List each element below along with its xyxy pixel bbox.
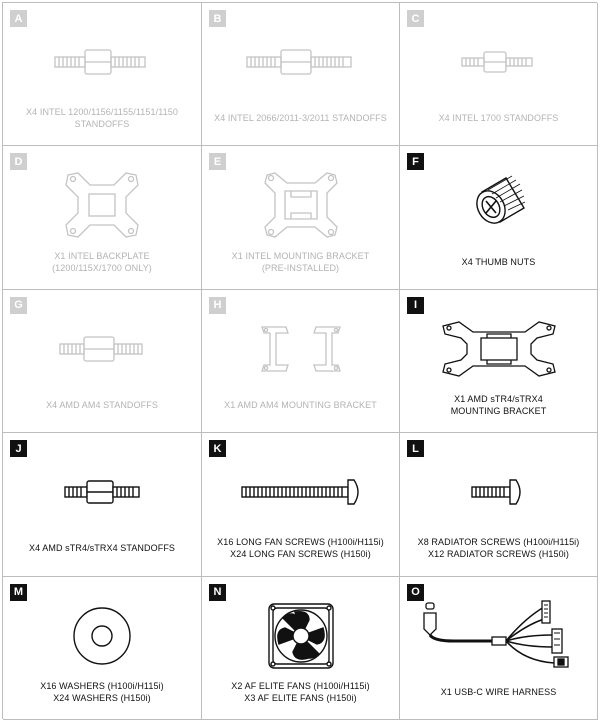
part-cell-e	[202, 146, 400, 289]
part-caption: X4 INTEL 2066/2011-3/2011 STANDOFFS	[214, 113, 387, 124]
part-cell-h	[202, 290, 400, 433]
part-caption: X16 WASHERS (H100i/H115i) X24 WASHERS (H150i)	[40, 680, 164, 703]
part-cell-a	[3, 3, 202, 146]
part-letter: O	[407, 584, 424, 601]
part-cell-d	[3, 146, 202, 289]
long-fan-screw-icon	[236, 472, 366, 512]
parts-grid	[2, 2, 597, 719]
part-letter: J	[10, 440, 27, 457]
part-caption: X4 INTEL 1200/1156/1155/1151/1150 STANDOFFS	[26, 107, 178, 130]
part-caption: X1 USB-C WIRE HARNESS	[440, 686, 557, 697]
intel-backplate-icon	[62, 169, 142, 241]
part-caption: X1 AMD sTR4/sTRX4 MOUNTING BRACKET	[450, 393, 547, 416]
part-cell-k	[202, 433, 400, 576]
part-letter: B	[209, 10, 226, 27]
part-caption: X1 INTEL MOUNTING BRACKET (PRE-INSTALLED)	[231, 250, 370, 273]
part-cell-b	[202, 3, 400, 146]
part-caption: X4 AMD AM4 STANDOFFS	[46, 399, 158, 410]
part-cell-l	[400, 433, 598, 576]
part-cell-i	[400, 290, 598, 433]
part-caption: X8 RADIATOR SCREWS (H100i/H115i) X12 RADIATOR SCREWS (H150i)	[417, 537, 580, 560]
part-cell-m	[3, 577, 202, 720]
part-caption: X16 LONG FAN SCREWS (H100i/H115i) X24 LONG FAN SCREWS (H150i)	[217, 537, 384, 560]
part-letter: G	[10, 297, 27, 314]
part-caption: X4 AMD sTR4/sTRX4 STANDOFFS	[28, 543, 176, 554]
amd-str4-bracket-icon	[439, 318, 559, 380]
part-cell-o	[400, 577, 598, 720]
amd-am4-bracket-icon	[256, 319, 346, 379]
part-letter: M	[10, 584, 27, 601]
part-letter: D	[10, 153, 27, 170]
amd-standoff-icon	[52, 329, 152, 369]
part-cell-f	[400, 146, 598, 289]
radiator-screw-icon	[464, 472, 534, 512]
part-cell-n	[202, 577, 400, 720]
fan-icon	[265, 600, 337, 672]
intel-standoff-icon	[47, 42, 157, 82]
part-letter: I	[407, 297, 424, 314]
part-cell-g	[3, 290, 202, 433]
part-caption: X2 AF ELITE FANS (H100i/H115i) X3 AF ELITE FANS (H150i)	[231, 680, 370, 703]
part-letter: N	[209, 584, 226, 601]
part-caption: X1 AMD AM4 MOUNTING BRACKET	[224, 399, 377, 410]
usb-c-harness-icon	[414, 599, 584, 673]
part-letter: H	[209, 297, 226, 314]
amd-str4-standoff-icon	[57, 472, 147, 512]
intel-bracket-icon	[261, 169, 341, 241]
part-cell-c	[400, 3, 598, 146]
part-letter: K	[209, 440, 226, 457]
intel-standoff-long-icon	[241, 42, 361, 82]
part-caption: X4 THUMB NUTS	[461, 256, 536, 267]
part-letter: L	[407, 440, 424, 457]
thumb-nut-icon	[464, 170, 534, 240]
part-caption: X4 INTEL 1700 STANDOFFS	[438, 113, 559, 124]
intel-1700-standoff-icon	[454, 42, 544, 82]
part-letter: C	[407, 10, 424, 27]
part-letter: A	[10, 10, 27, 27]
part-letter: F	[407, 153, 424, 170]
part-cell-j	[3, 433, 202, 576]
part-letter: E	[209, 153, 226, 170]
washer-icon	[67, 601, 137, 671]
part-caption: X1 INTEL BACKPLATE (1200/115X/1700 ONLY)	[52, 250, 152, 273]
